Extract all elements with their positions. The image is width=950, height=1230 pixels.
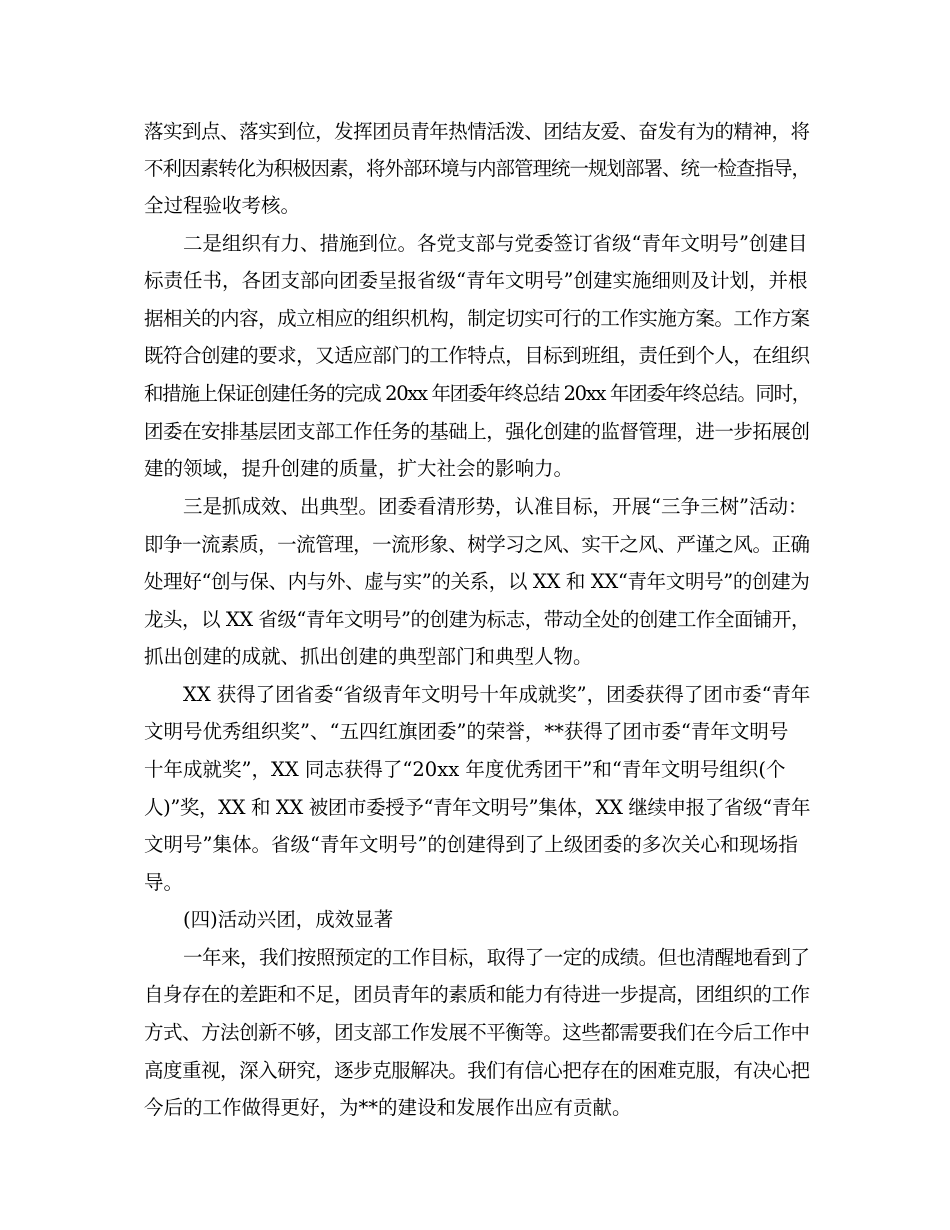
paragraph-line: 团委在安排基层团支部工作任务的基础上，强化创建的监督管理，进一步拓展创 xyxy=(144,420,810,443)
paragraph-line: 高度重视，深入研究，逐步克服解决。我们有信心把存在的困难克服，有决心把 xyxy=(144,1059,810,1082)
paragraph-line: 龙头，以 XX 省级“青年文明号”的创建为标志，带动全处的创建工作全面铺开， xyxy=(144,608,811,631)
paragraph-line: 处理好“创与保、内与外、虚与实”的关系，以 XX 和 XX“青年文明号”的创建为 xyxy=(144,570,810,593)
paragraph-line: 今后的工作做得更好，为**的建设和发展作出应有贡献。 xyxy=(144,1096,632,1119)
paragraph-line: 据相关的内容，成立相应的组织机构，制定切实可行的工作实施方案。工作方案 xyxy=(144,307,810,330)
paragraph-line: 和措施上保证创建任务的完成 20xx 年团委年终总结 20xx 年团委年终总结。同时， xyxy=(144,382,810,405)
paragraph-line: 导。 xyxy=(144,871,184,894)
paragraph-line: 文明号优秀组织奖”、“五四红旗团委”的荣誉，**获得了团市委“青年文明号 xyxy=(144,720,789,743)
paragraph-line: 方式、方法创新不够，团支部工作发展不平衡等。这些都需要我们在今后工作中 xyxy=(144,1021,810,1044)
paragraph-line: 一年来，我们按照预定的工作目标，取得了一定的成绩。但也清醒地看到了 xyxy=(183,946,810,969)
paragraph-line: 建的领域，提升创建的质量，扩大社会的影响力。 xyxy=(144,457,574,480)
paragraph-line: 即争一流素质，一流管理，一流形象、树学习之风、实干之风、严谨之风。正确 xyxy=(144,533,810,556)
paragraph-line: 文明号”集体。省级“青年文明号”的创建得到了上级团委的多次关心和现场指 xyxy=(144,833,798,856)
paragraph-line: 既符合创建的要求，又适应部门的工作特点，目标到班组，责任到个人，在组织 xyxy=(144,344,810,367)
paragraph-line: 标责任书，各团支部向团委呈报省级“青年文明号”创建实施细则及计划，并根 xyxy=(144,269,808,292)
paragraph-line: 落实到点、落实到位，发挥团员青年热情活泼、团结友爱、奋发有为的精神，将 xyxy=(144,120,810,143)
paragraph-line: (四)活动兴团，成效显著 xyxy=(183,908,394,931)
paragraph-line: 自身存在的差距和不足，团员青年的素质和能力有待进一步提高，团组织的工作 xyxy=(144,983,810,1006)
paragraph-line: 十年成就奖”，XX 同志获得了“20xx 年度优秀团干”和“青年文明号组织(个 xyxy=(144,758,786,781)
paragraph-line: 二是组织有力、措施到位。各党支部与党委签订省级“青年文明号”创建目 xyxy=(183,232,808,255)
paragraph-line: 不利因素转化为积极因素，将外部环境与内部管理统一规划部署、统一检查指导， xyxy=(144,157,811,180)
paragraph-line: XX 获得了团省委“省级青年文明号十年成就奖”，团委获得了团市委“青年 xyxy=(183,683,811,706)
paragraph-line: 三是抓成效、出典型。团委看清形势，认准目标，开展“三争三树”活动： xyxy=(183,495,808,518)
paragraph-line: 全过程验收考核。 xyxy=(144,194,301,217)
paragraph-line: 抓出创建的成就、抓出创建的典型部门和典型人物。 xyxy=(144,645,593,668)
paragraph-line: 人)”奖，XX 和 XX 被团市委授予“青年文明号”集体，XX 继续申报了省级“青年 xyxy=(144,796,811,819)
